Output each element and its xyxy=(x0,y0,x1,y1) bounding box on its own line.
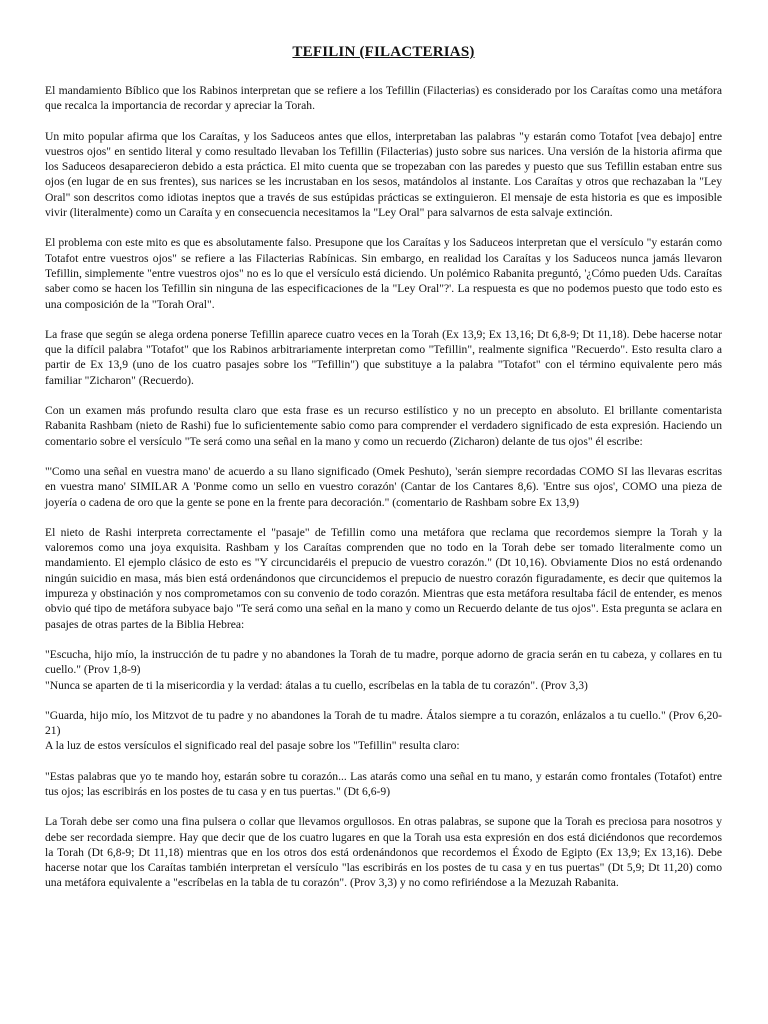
paragraph-intro: El mandamiento Bíblico que los Rabinos interpretan que se refiere a los Tefillin (Filacterias) es considerado por los Caraítas como una metáfora que recalca la importancia de recordar y apreciar la Torah. xyxy=(45,84,722,113)
paragraph-rashbam-quote: "'Como una señal en vuestra mano' de acuerdo a su llano significado (Omek Peshuto), 'serán siempre recordadas COMO SI las llevaras escritas en vuestra mano' SIMILAR A 'Ponme como un sello en vuestro corazón' (Cantar de los Cantares 8,6). 'Entre sus ojos', COMO una pieza de joyería o cadena de oro que la gente se pone en la frente para decoración." (comentario de Rashbam sobre Ex 13,9) xyxy=(45,464,722,509)
quote-dt-6: "Estas palabras que yo te mando hoy, estarán sobre tu corazón... Las atarás como una señal en tu mano, y estarán como frontales (Totafot) entre tus ojos; las escribirás en los postes de tu casa y en tus puertas." (Dt 6,6-9) xyxy=(45,769,722,798)
quote-prov-6: "Guarda, hijo mío, los Mitzvot de tu padre y no abandones la Torah de tu madre. Átalos siempre a tu corazón, enlázalos a tu cuello." (Prov 6,20-21) xyxy=(45,708,722,738)
paragraph-metaphor: El nieto de Rashi interpreta correctamente el "pasaje" de Tefillin como una metáfora que reclama que recordemos siempre la Torah y la valoremos como una joya exquisita. Rashbam y los Caraítas comprenden que no todo en la Torah debe ser tomado literalmente como un mandamiento. El ejemplo clásico de esto es "Y circuncidaréis el prepucio de vuestro corazón." (Dt 10,16). Obviamente Dios no está ordenando ningún suicidio en masa, más bien está ordenándonos que circuncidemos el prepucio de nuestro corazón figuradamente, es decir que quitemos la impureza y obstinación y nos comprometamos con su convenio de todo corazón. Mientras que esta metáfora resultaba fácil de entender, es menos obvio qué tipo de metáfora subyace bajo "Te será como una señal en la mano y como un Recuerdo delante de tus ojos". Esta pregunta se aclara en pasajes de otras partes de la Biblia Hebrea: xyxy=(45,525,722,631)
paragraph-conclusion: La Torah debe ser como una fina pulsera o collar que llevamos orgullosos. En otras palabras, se supone que la Torah es preciosa para nosotros y debe ser recordada siempre. Hay que decir que de los cuatro lugares en que la Torah usa esta expresión en dos está diciéndonos que recordemos la Torah (Dt 6,8-9; Dt 11,18) mientras que en los otros dos está ordenándonos que recordemos el Éxodo de Egipto (Ex 13,9; Ex 13,16). Debe hacerse notar que los Caraítas también interpretan el versículo "las escribirás en los postes de tu casa y en tus puertas" (Dt 5,9; Dt 11,20) como una metáfora equivalente a "escríbelas en la tabla de tu corazón". (Prov 3,3) y no como refiriéndose a la Mezuzah Rabanita. xyxy=(45,815,722,890)
paragraph-myth: Un mito popular afirma que los Caraítas, y los Saduceos antes que ellos, interpretaban las palabras "y estarán como Totafot [vea debajo] entre vuestros ojos" en sentido literal y como resultado llevaban los Tefillin (Filacterias) justo sobre sus narices. Una versión de la historia afirma que los Saduceos desaparecieron debido a esta práctica. El mito cuenta que se tropezaban con las paredes y puesto que sus Tefillin estaban entre sus ojos (en lugar de en sus frentes), sus narices se les incrustaban en los sesos, matándolos al instante. Los Caraítas y otros que rechazaban la "Ley Oral" son descritos como idiotas ineptos que a través de sus estúpidas prácticas se extinguieron. El mensaje de esta historia es que es imposible vivir (literalmente) como un Caraíta y en consecuencia necesitamos la "Ley Oral" para salvarnos de esta salvaje extinción. xyxy=(45,129,722,220)
quote-prov-3: "Nunca se aparten de ti la misericordia y la verdad: átalas a tu cuello, escríbelas en la tabla de tu corazón". (Prov 3,3) xyxy=(45,678,588,692)
paragraph-examination: Con un examen más profundo resulta claro que esta frase es un recurso estilístico y no un precepto en absoluto. El brillante comentarista Rabanita Rashbam (nieto de Rashi) fue lo suficientemente sabio como para comprender el verdadero significado de esta expresión. Haciendo un comentario sobre el versículo "Te será como una señal en la mano y como un recuerdo (Zicharon) delante de tus ojos" él escribe: xyxy=(45,404,722,448)
document-title: TEFILIN (FILACTERIAS) xyxy=(292,44,475,60)
paragraph-light: A la luz de estos versículos el significado real del pasaje sobre los "Tefillin" resulta claro: xyxy=(45,739,460,753)
paragraph-phrase: La frase que según se alega ordena ponerse Tefillin aparece cuatro veces en la Torah (Ex 13,9; Ex 13,16; Dt 6,8-9; Dt 11,18). Debe hacerse notar que la difícil palabra "Totafot" que los Rabinos arbitrariamente interpretan como "Tefillin", realmente significa "Recuerdo". Esto resulta claro a partir de Ex 13,9 (uno de los cuatro pasajes sobre los "Tefillin") que substituye a la palabra "Totafot" con el término equivalente pero más familiar "Zicharon" (Recuerdo). xyxy=(45,327,722,387)
quote-prov-1: "Escucha, hijo mío, la instrucción de tu padre y no abandones la Torah de tu madre, porque adorno de gracia serán en tu cabeza, y collares en tu cuello." (Prov 1,8-9) xyxy=(45,647,722,677)
paragraph-problem: El problema con este mito es que es absolutamente falso. Presupone que los Caraítas y los Saduceos interpretan que el versículo "y estarán como Totafot entre vuestros ojos" se refiere a las Filacterias Rabínicas. Sin embargo, en realidad los Caraítas y los Saduceos nunca jamás llevaron Tefillin, simplemente "entre vuestros ojos" no es lo que el versículo está diciendo. Un polémico Rabanita preguntó, '¿Cómo pueden Uds. Caraítas saber como se hacen los Tefillin sin ninguna de las especificaciones de la "Ley Oral"?'. La respuesta es que no podemos puesto que todo esto es una composición de la "Torah Oral". xyxy=(45,236,722,311)
